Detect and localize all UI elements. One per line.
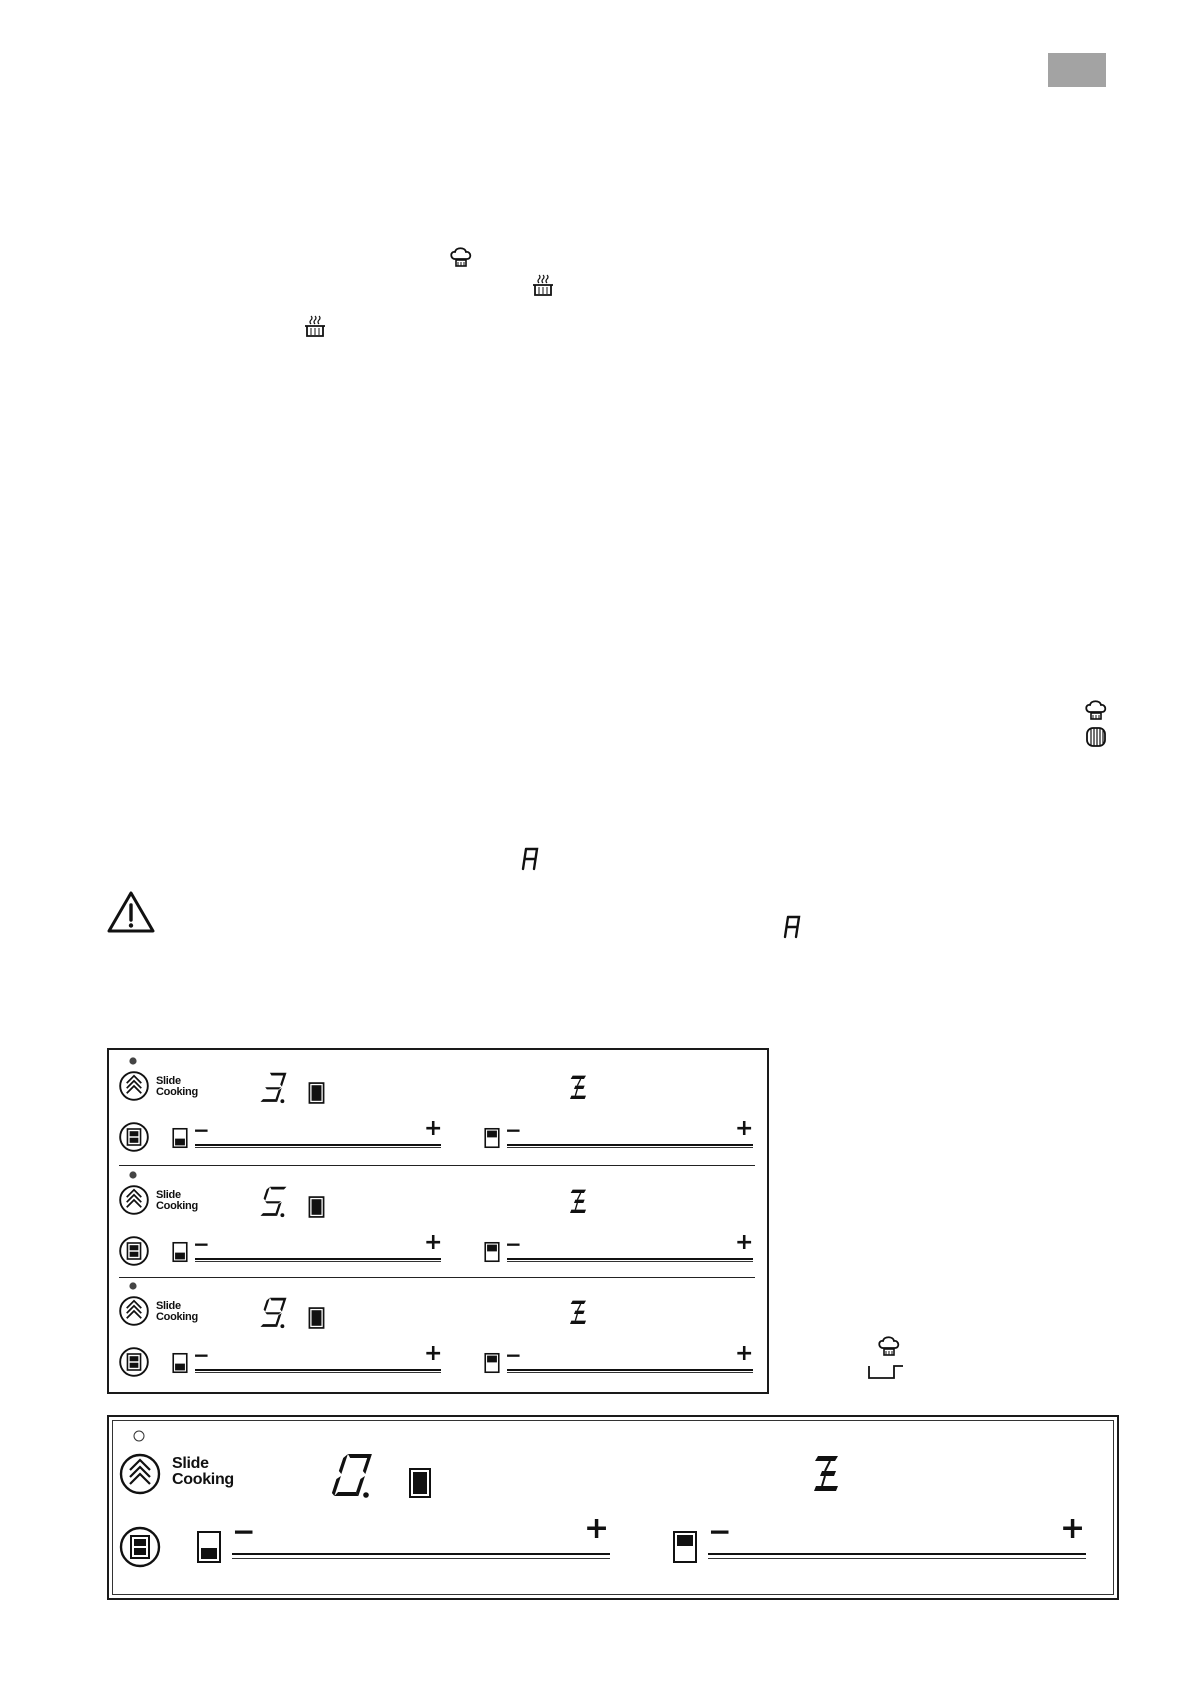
- segment-f: [264, 1187, 270, 1201]
- power-slider[interactable]: [708, 1553, 1086, 1555]
- power-slider[interactable]: [507, 1258, 753, 1260]
- segment-g: [265, 1312, 281, 1314]
- power-slider-track: [195, 1372, 441, 1373]
- power-slider[interactable]: [195, 1369, 441, 1371]
- segment-g: [265, 1087, 281, 1089]
- power-level-display: [256, 1070, 288, 1106]
- zone-indicator: [308, 1306, 325, 1330]
- plus-button[interactable]: +: [735, 1116, 754, 1141]
- power-slider[interactable]: [232, 1553, 610, 1555]
- power-slider-track: [232, 1558, 610, 1559]
- front-zone-icon: [672, 1530, 698, 1564]
- slide-label-line2: Cooking: [156, 1086, 198, 1098]
- slide-cooking-button[interactable]: [118, 1070, 150, 1102]
- rear-zone-icon: [172, 1352, 188, 1374]
- plus-button[interactable]: +: [735, 1230, 754, 1255]
- minus-button[interactable]: −: [193, 1118, 210, 1142]
- front-zone-icon: [484, 1127, 500, 1149]
- chef-hat-icon: [448, 244, 474, 270]
- slide-label-line2: Cooking: [172, 1471, 234, 1488]
- minus-button[interactable]: −: [505, 1118, 522, 1142]
- heat-level-bars: [566, 1186, 590, 1220]
- slide-cooking-label: [156, 1190, 198, 1212]
- plus-button[interactable]: +: [424, 1230, 443, 1255]
- zone-select-button[interactable]: [118, 1121, 150, 1153]
- slide-label-line2: Cooking: [156, 1311, 198, 1323]
- segment-d: [334, 1492, 358, 1496]
- power-level-display: [328, 1450, 374, 1502]
- minus-button[interactable]: −: [708, 1515, 732, 1548]
- display-letter-a-icon: [782, 914, 802, 940]
- steaming-pot-icon: [530, 273, 556, 299]
- minus-button[interactable]: −: [193, 1232, 210, 1256]
- heat-level-bars: [566, 1072, 590, 1106]
- slide-cooking-label: [172, 1456, 234, 1488]
- indicator-led: [128, 1281, 138, 1291]
- segment-d: [260, 1324, 277, 1327]
- heat-level-bars: [566, 1297, 590, 1331]
- row-divider: [119, 1277, 755, 1278]
- power-slider[interactable]: [195, 1144, 441, 1146]
- heat-level-bars: [808, 1452, 844, 1500]
- slide-cooking-button[interactable]: [118, 1452, 162, 1496]
- zone-select-button[interactable]: [118, 1346, 150, 1378]
- steaming-pot-icon: [302, 314, 328, 340]
- plus-button[interactable]: +: [584, 1511, 610, 1546]
- plus-button[interactable]: +: [1060, 1511, 1086, 1546]
- slide-cooking-button[interactable]: [118, 1184, 150, 1216]
- rear-zone-icon: [172, 1241, 188, 1263]
- front-zone-icon: [484, 1241, 500, 1263]
- power-slider-track: [195, 1261, 441, 1262]
- slide-label-line1: Slide: [156, 1075, 181, 1087]
- minus-button[interactable]: −: [505, 1232, 522, 1256]
- segment-d: [260, 1099, 277, 1102]
- power-slider-track: [507, 1261, 753, 1262]
- zone-select-button[interactable]: [118, 1235, 150, 1267]
- rear-zone-icon: [196, 1530, 222, 1564]
- indicator-led: [128, 1056, 138, 1066]
- power-slider-track: [195, 1147, 441, 1148]
- power-slider[interactable]: [507, 1369, 753, 1371]
- segment-c: [276, 1202, 282, 1216]
- plus-button[interactable]: +: [424, 1116, 443, 1141]
- zone-indicator: [308, 1081, 325, 1105]
- slide-label-line1: Slide: [172, 1455, 209, 1472]
- segment-c: [356, 1476, 365, 1496]
- slide-cooking-button[interactable]: [118, 1295, 150, 1327]
- slide-label-line1: Slide: [156, 1189, 181, 1201]
- zone-select-button[interactable]: [118, 1525, 162, 1569]
- grill-icon: [1083, 724, 1109, 750]
- segment-c: [276, 1088, 282, 1102]
- segment-a: [270, 1187, 287, 1190]
- segment-f: [339, 1454, 348, 1474]
- page-tab-marker: [1048, 53, 1106, 87]
- slide-label-line1: Slide: [156, 1300, 181, 1312]
- chef-hat-icon: [876, 1333, 902, 1359]
- slide-cooking-label: [156, 1076, 198, 1098]
- zone-indicator: [408, 1467, 432, 1499]
- power-slider[interactable]: [507, 1144, 753, 1146]
- warning-triangle-icon: [106, 890, 156, 934]
- control-panel-large: [107, 1415, 1119, 1600]
- power-slider-track: [507, 1372, 753, 1373]
- pan-icon: [866, 1362, 906, 1382]
- power-level-display: [256, 1184, 288, 1220]
- segment-g: [265, 1201, 281, 1203]
- plus-button[interactable]: +: [424, 1341, 443, 1366]
- zone-indicator: [308, 1195, 325, 1219]
- minus-button[interactable]: −: [232, 1515, 256, 1548]
- segment-f: [264, 1298, 270, 1312]
- display-letter-a-icon: [520, 846, 540, 872]
- rear-zone-icon: [172, 1127, 188, 1149]
- chef-hat-icon: [1083, 697, 1109, 723]
- power-slider-track: [708, 1558, 1086, 1559]
- front-zone-icon: [484, 1352, 500, 1374]
- row-divider: [119, 1165, 755, 1166]
- slide-cooking-label: [156, 1301, 198, 1323]
- indicator-led: [132, 1429, 146, 1443]
- segment-c: [276, 1313, 282, 1327]
- power-slider-track: [507, 1147, 753, 1148]
- minus-button[interactable]: −: [193, 1343, 210, 1367]
- segment-d: [260, 1213, 277, 1216]
- slide-label-line2: Cooking: [156, 1200, 198, 1212]
- power-slider[interactable]: [195, 1258, 441, 1260]
- indicator-led: [128, 1170, 138, 1180]
- minus-button[interactable]: −: [505, 1343, 522, 1367]
- plus-button[interactable]: +: [735, 1341, 754, 1366]
- power-level-display: [256, 1295, 288, 1331]
